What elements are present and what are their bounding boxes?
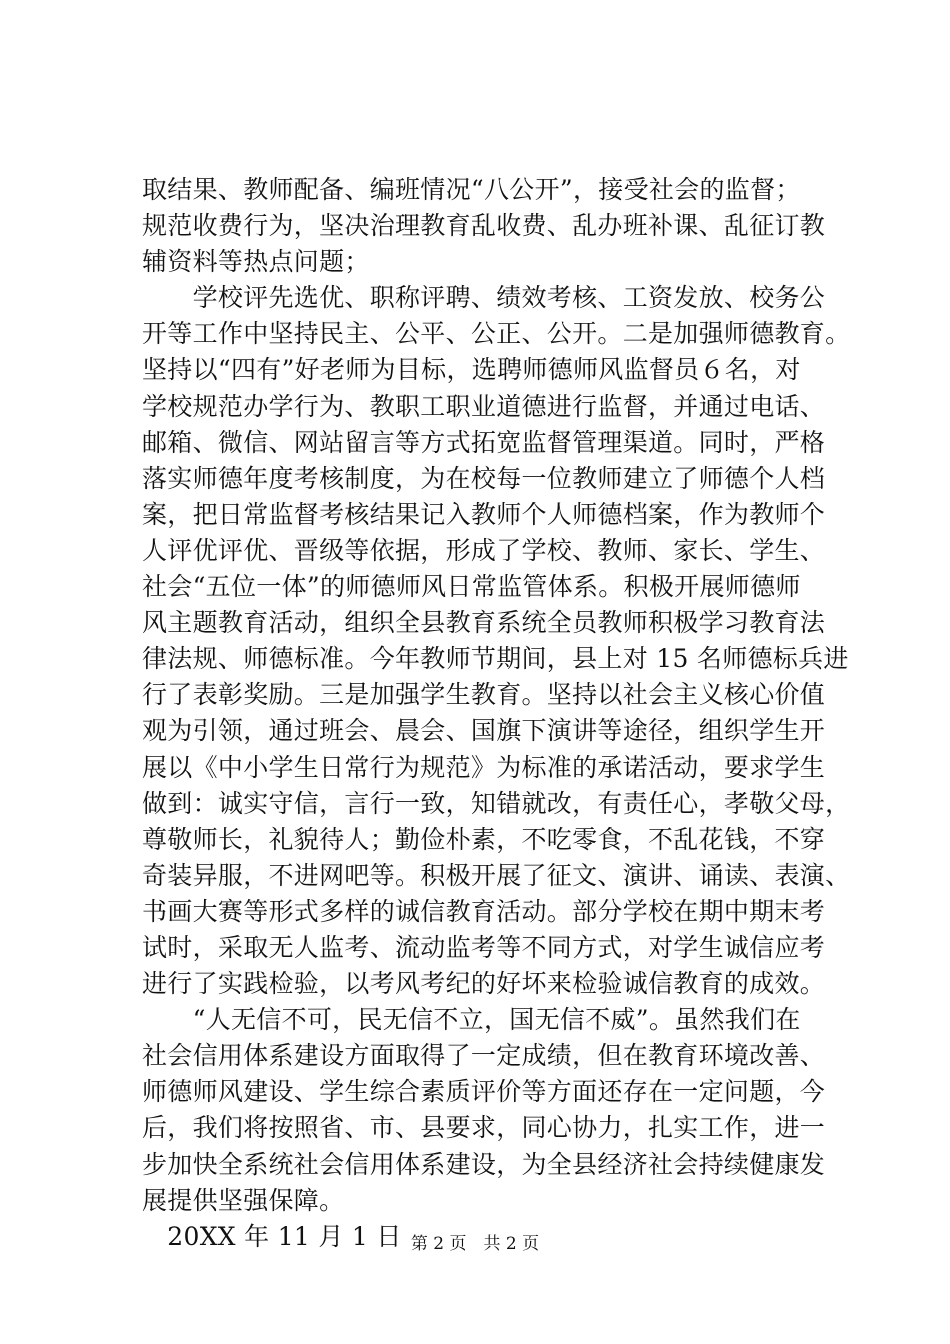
body-line: 案，把日常监督考核结果记入教师个人师德档案，作为教师个 <box>142 499 826 529</box>
body-line: 规范收费行为，坚决治理教育乱收费、乱办班补课、乱征订教 <box>142 211 826 241</box>
body-line: 落实师德年度考核制度，为在校每一位教师建立了师德个人档 <box>142 463 826 493</box>
body-line: 学校规范办学行为、教职工职业道德进行监督，并通过电话、 <box>142 391 826 421</box>
body-line: 书画大赛等形式多样的诚信教育活动。部分学校在期中期末考 <box>142 896 826 926</box>
body-line: 试时，采取无人监考、流动监考等不同方式，对学生诚信应考 <box>142 932 826 962</box>
body-line: 观为引领，通过班会、晨会、国旗下演讲等途径，组织学生开 <box>142 716 826 746</box>
body-line: 辅资料等热点问题； <box>142 247 370 277</box>
body-line: 风主题教育活动，组织全县教育系统全员教师积极学习教育法 <box>142 608 826 638</box>
body-line: 开等工作中坚持民主、公平、公正、公开。二是加强师德教育。 <box>142 319 851 349</box>
body-line: 社会信用体系建设方面取得了一定成绩，但在教育环境改善、 <box>142 1041 826 1071</box>
body-line: 做到：诚实守信，言行一致，知错就改，有责任心，孝敬父母， <box>142 788 851 818</box>
body-line: 展以《中小学生日常行为规范》为标准的承诺活动，要求学生 <box>142 752 826 782</box>
body-line: 学校评先选优、职称评聘、绩效考核、工资发放、校务公 <box>142 283 826 313</box>
document-body <box>142 172 851 1255</box>
body-line: 步加快全系统社会信用体系建设，为全县经济社会持续健康发 <box>142 1149 826 1179</box>
body-line: 社会“五位一体”的师德师风日常监管体系。积极开展师德师 <box>142 572 801 602</box>
document-date: 20XX 年 11 月 1 日 <box>142 1221 402 1251</box>
body-line: 取结果、教师配备、编班情况“八公开”，接受社会的监督； <box>142 175 801 204</box>
body-line: 后，我们将按照省、市、县要求，同心协力，扎实工作，进一 <box>142 1113 826 1143</box>
page-number-footer: 第 2 页 共 2 页 <box>410 1234 540 1254</box>
body-line: 坚持以“四有”好老师为目标，选聘师德师风监督员６名，对 <box>142 355 801 385</box>
body-line: 进行了实践检验，以考风考纪的好坏来检验诚信教育的成效。 <box>142 969 826 999</box>
body-line: 展提供坚强保障。 <box>142 1185 345 1215</box>
body-line: 奇装异服，不进网吧等。积极开展了征文、演讲、诵读、表演、 <box>142 860 851 890</box>
body-line: 行了表彰奖励。三是加强学生教育。坚持以社会主义核心价值 <box>142 680 826 710</box>
body-line: 尊敬师长，礼貌待人；勤俭朴素，不吃零食，不乱花钱，不穿 <box>142 824 826 854</box>
body-line: 邮箱、微信、网站留言等方式拓宽监督管理渠道。同时，严格 <box>142 427 826 457</box>
body-line: 人评优评优、晋级等依据，形成了学校、教师、家长、学生、 <box>142 535 826 565</box>
body-line: 师德师风建设、学生综合素质评价等方面还存在一定问题，今 <box>142 1077 826 1107</box>
body-line: 律法规、师德标准。今年教师节期间，县上对 15 名师德标兵进 <box>142 644 849 674</box>
body-line: “人无信不可，民无信不立，国无信不威”。虽然我们在 <box>142 1005 801 1035</box>
